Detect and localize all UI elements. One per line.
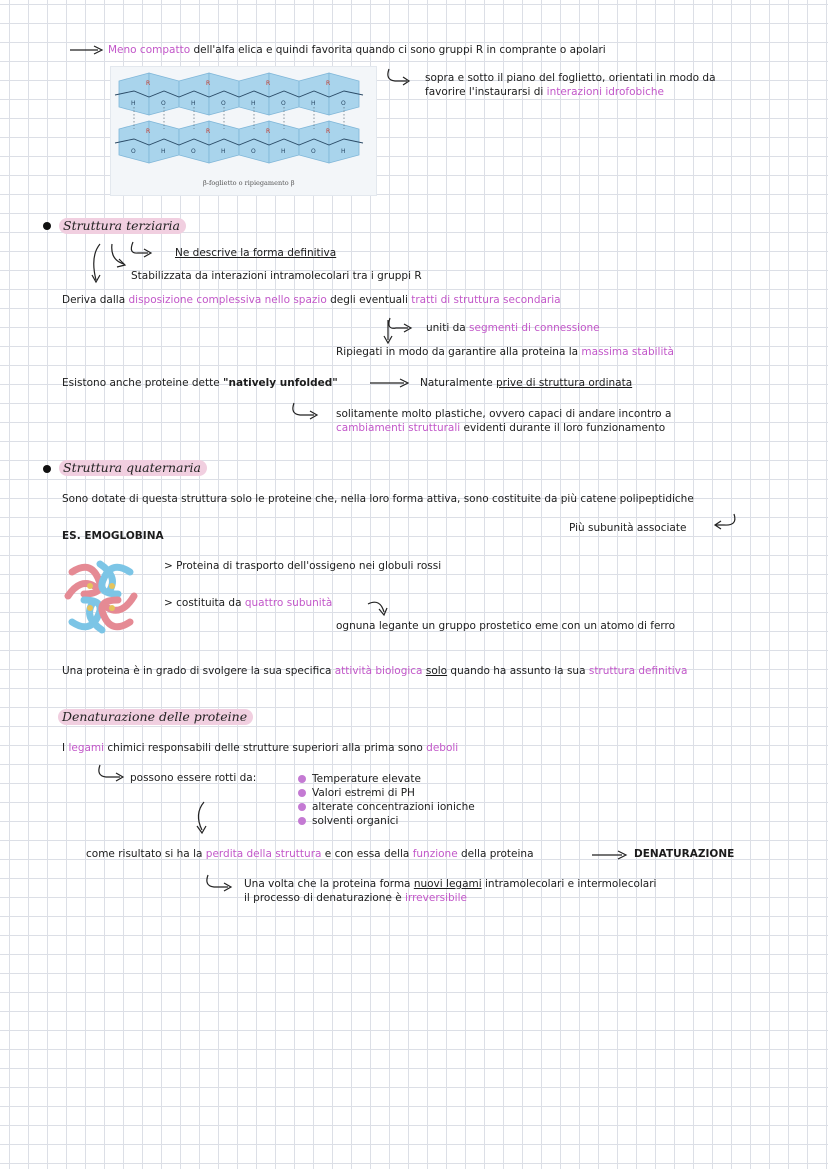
heading-terziaria: Struttura terziaria <box>59 218 186 234</box>
cause-bullet <box>298 803 306 811</box>
cause-item: Valori estremi di PH <box>312 787 415 799</box>
cause-item: solventi organici <box>312 815 399 827</box>
cause-item: Temperature elevate <box>312 773 421 785</box>
cause-bullet <box>298 817 306 825</box>
svg-text:O: O <box>281 100 286 107</box>
svg-text:R: R <box>266 128 271 135</box>
curved-arrow-icon <box>204 874 234 894</box>
heading-denaturazione: Denaturazione delle proteine <box>58 709 253 725</box>
denat-result: come risultato si ha la perdita della struttura e con essa della funzione della proteina <box>86 848 534 860</box>
svg-text:H: H <box>251 100 256 107</box>
quaternaria-activity: Una proteina è in grado di svolgere la sua specifica attività biologica solo quando ha assunto la sua struttura definitiva <box>62 665 688 677</box>
terziaria-describe: Ne descrive la forma definitiva <box>175 247 337 259</box>
quaternaria-transport: > Proteina di trasporto dell'ossigeno nei globuli rossi <box>164 560 442 572</box>
svg-text:R: R <box>146 80 151 87</box>
svg-text:O: O <box>221 100 226 107</box>
svg-text:R: R <box>146 128 151 135</box>
svg-text:R: R <box>326 80 331 87</box>
beta-caption: β-foglietto o ripiegamento β <box>203 179 295 187</box>
svg-text:H: H <box>281 148 286 155</box>
hemoglobin-image <box>60 556 142 638</box>
svg-text:O: O <box>131 148 136 155</box>
svg-text:R: R <box>206 80 211 87</box>
terziaria-plastic-2: cambiamenti strutturali evidenti durante il loro funzionamento <box>336 422 666 434</box>
svg-text:O: O <box>341 100 346 107</box>
svg-text:H: H <box>221 148 226 155</box>
quaternaria-composed: > costituita da quattro subunità <box>164 597 333 609</box>
svg-text:H: H <box>191 100 196 107</box>
denat-irrev-1: Una volta che la proteina forma nuovi legami intramolecolari e intermolecolari <box>244 878 657 890</box>
denat-label: DENATURAZIONE <box>634 848 735 860</box>
quaternaria-subunits: Più subunità associate <box>569 522 687 534</box>
curved-arrow-icon <box>712 512 738 532</box>
svg-text:H: H <box>341 148 346 155</box>
svg-text:R: R <box>206 128 211 135</box>
svg-text:R: R <box>326 128 331 135</box>
quaternaria-line1: Sono dotate di questa struttura solo le proteine che, nella loro forma attiva, sono costituite da più catene polipeptidiche <box>62 493 694 505</box>
curved-arrow-icon <box>96 764 126 784</box>
svg-text:O: O <box>251 148 256 155</box>
svg-text:H: H <box>311 100 316 107</box>
terziaria-folded: Ripiegati in modo da garantire alla proteina la massima stabilità <box>336 346 674 358</box>
curved-arrow-icon <box>366 598 390 618</box>
svg-text:R: R <box>266 80 271 87</box>
section-bullet <box>43 222 51 230</box>
terziaria-stabilized: Stabilizzata da interazioni intramolecolari tra i gruppi R <box>131 270 422 282</box>
quaternaria-heme: ognuna legante un gruppo prostetico eme con un atomo di ferro <box>336 620 676 632</box>
arrow-right-icon <box>370 377 410 389</box>
terziaria-derives: Deriva dalla disposizione complessiva nello spazio degli eventuali tratti di struttura secondaria <box>62 294 561 306</box>
svg-text:H: H <box>161 148 166 155</box>
svg-text:O: O <box>311 148 316 155</box>
cause-item: alterate concentrazioni ioniche <box>312 801 475 813</box>
beta-side-line1: sopra e sotto il piano del foglietto, orientati in modo da <box>425 72 716 84</box>
svg-text:O: O <box>191 148 196 155</box>
terziaria-plastic-1: solitamente molto plastiche, ovvero capaci di andare incontro a <box>336 408 672 420</box>
cause-bullet <box>298 789 306 797</box>
heading-quaternaria: Struttura quaternaria <box>59 460 207 476</box>
denat-bonds: I legami chimici responsabili delle strutture superiori alla prima sono deboli <box>62 742 459 754</box>
svg-text:O: O <box>161 100 166 107</box>
arrow-right-icon <box>70 44 104 56</box>
arrow-right-icon <box>592 849 628 861</box>
terziaria-unfolded: Esistono anche proteine dette "natively unfolded" <box>62 377 338 389</box>
beta-line1: Meno compatto dell'alfa elica e quindi favorita quando ci sono gruppi R in comprante o apolari <box>108 44 606 56</box>
curved-arrow-icon <box>385 68 411 88</box>
example-label: ES. EMOGLOBINA <box>62 530 164 542</box>
section-bullet <box>43 465 51 473</box>
cause-bullet <box>298 775 306 783</box>
curved-arrow-icon <box>290 402 320 422</box>
denat-irrev-2: il processo di denaturazione è irreversibile <box>244 892 467 904</box>
terziaria-naturally: Naturalmente prive di struttura ordinata <box>420 377 633 389</box>
arrow-down-icon <box>194 800 210 836</box>
denat-broken: possono essere rotti da: <box>130 772 257 784</box>
beta-side-line2: favorire l'instaurarsi di interazioni idrofobiche <box>425 86 665 98</box>
svg-text:H: H <box>131 100 136 107</box>
terziaria-united: uniti da segmenti di connessione <box>426 322 600 334</box>
beta-sheet-image <box>110 66 377 196</box>
curved-arrows-icon <box>380 316 414 344</box>
